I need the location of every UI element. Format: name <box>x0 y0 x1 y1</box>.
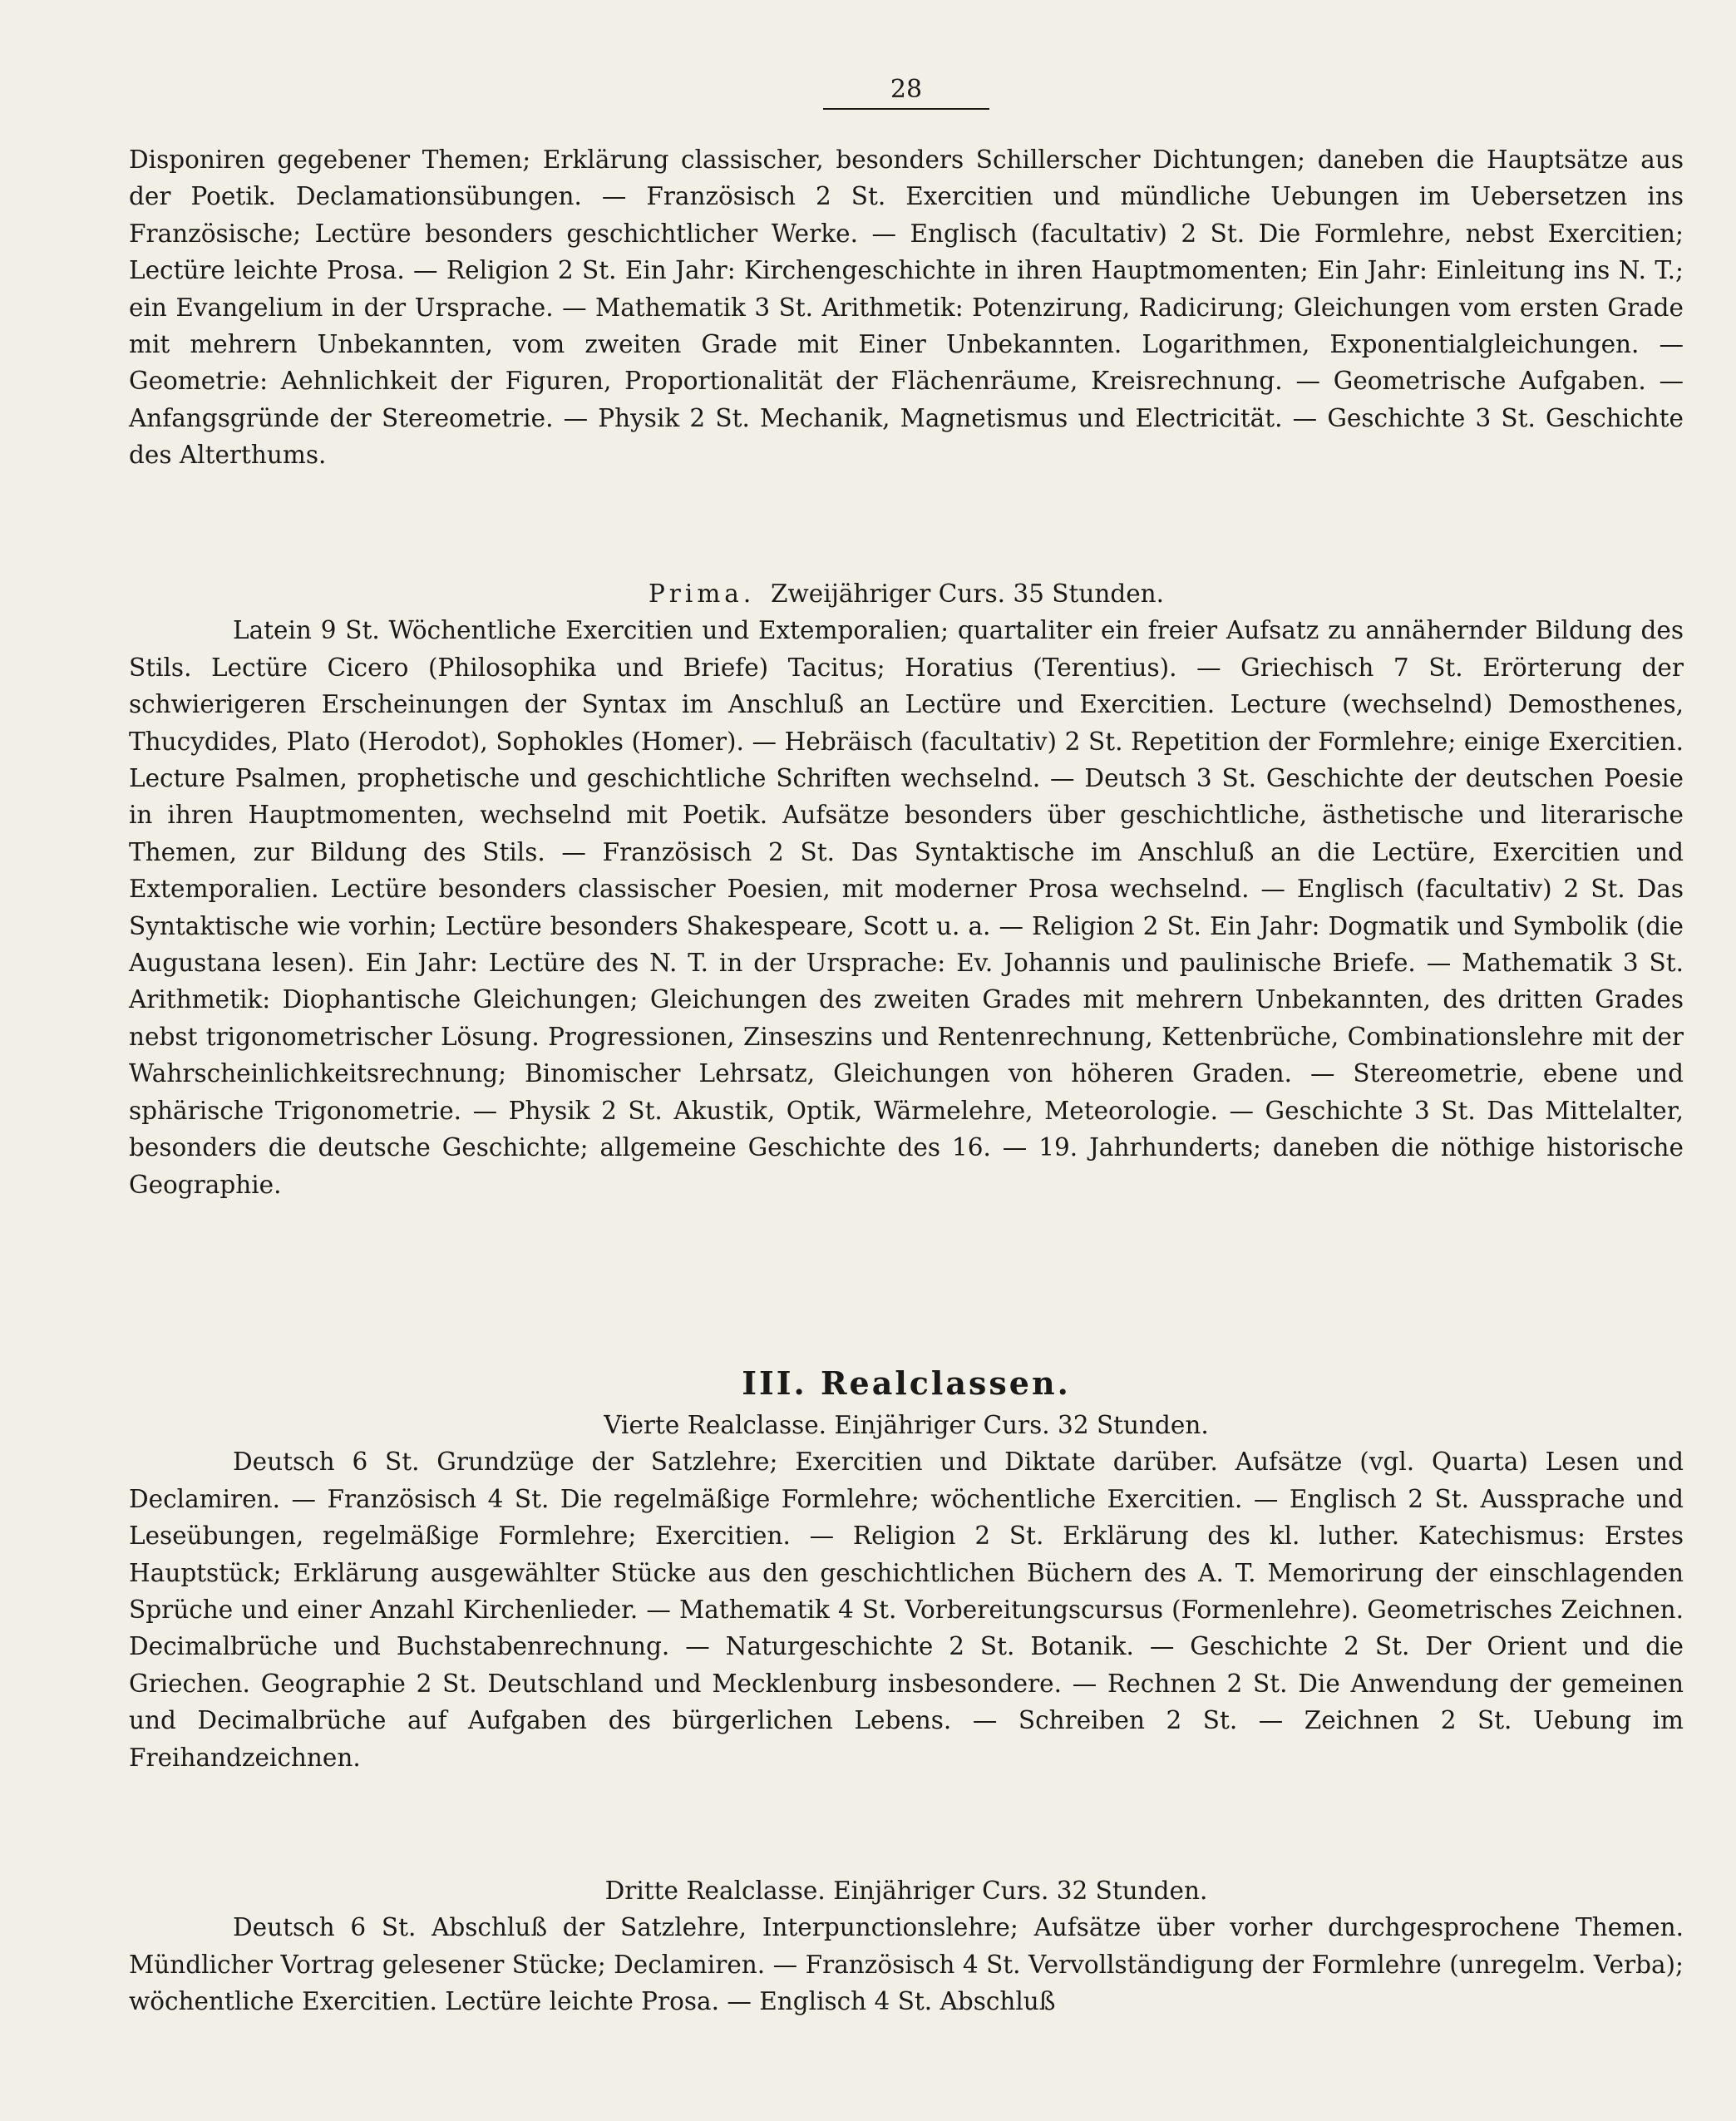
vierte-realclasse-heading: Vierte Realclasse. Einjähriger Curs. 32 Stunden. <box>604 1411 1209 1439</box>
prima-paragraph: Latein 9 St. Wöchentliche Exercitien und Extemporalien; quartaliter ein freier Aufsatz zu annähernder Bildung des Stils. Lectüre Cicero (Philosophika und Briefe) Tacitus; Horatius (Terentius). — Griechisch 7 St. Erörterung der schwierigeren Erscheinungen der Syntax im Anschluß an Lectüre und Exercitien. Lecture (wechselnd) Demosthenes, Thucydides, Plato (Herodot), Sophokles (Homer). — Hebräisch (facultativ) 2 St. Repetition der Formlehre; einige Exercitien. Lecture Psalmen, prophetische und geschichtliche Schriften wechselnd. — Deutsch 3 St. Geschichte der deutschen Poesie in ihren Hauptmomenten, wechselnd mit Poetik. Aufsätze besonders über geschichtliche, ästhetische und literarische Themen, zur Bildung des Stils. — Französisch 2 St. Das Syntaktische im Anschluß an die Lectüre, Exercitien und Extemporalien. Lectüre besonders classischer Poesien, mit moderner Prosa wechselnd. — Englisch (facultativ) 2 St. Das Syntaktische wie vorhin; Lectüre besonders Shakespeare, Scott u. a. — Religion 2 St. Ein Jahr: Dogmatik und Symbolik (die Augustana lesen). Ein Jahr: Lectüre des N. T. in der Ursprache: Ev. Johannis und paulinische Briefe. — Mathematik 3 St. Arithmetik: Diophantische Gleichungen; Gleichungen des zweiten Grades mit mehrern Unbekannten, des dritten Grades nebst trigonometrischer Lösung. Progressionen, Zinseszins und Rentenrechnung, Kettenbrüche, Combinationslehre mit der Wahrscheinlichkeitsrechnung; Binomischer Lehrsatz, Gleichungen von höheren Graden. — Stereometrie, ebene und sphärische Trigonometrie. — Physik 2 St. Akustik, Optik, Wärmelehre, Meteorologie. — Geschichte 3 St. Das Mittelalter, besonders die deutsche Geschichte; allgemeine Geschichte des 16. — 19. Jahrhunderts; daneben die nöthige historische Geographie. <box>129 616 1684 1199</box>
dritte-realclasse-block <box>129 1872 1684 2020</box>
vierte-realclasse-block <box>129 1407 1684 1776</box>
realclassen-section-heading: III. Realclassen. <box>742 1364 1071 1402</box>
prima-block <box>129 575 1684 1203</box>
prima-heading <box>129 575 1684 612</box>
prima-heading-name: Prima. <box>648 580 756 608</box>
prima-heading-rest: Zweijähriger Curs. 35 Stunden. <box>771 580 1165 608</box>
dritte-realclasse-paragraph: Deutsch 6 St. Abschluß der Satzlehre, Interpunctionslehre; Aufsätze über vorher durchgesprochene Themen. Mündlicher Vortrag gelesener Stücke; Declamiren. — Französisch 4 St. Vervollständigung der Formlehre (unregelm. Verba); wöchentliche Exercitien. Lectüre leichte Prosa. — Englisch 4 St. Abschluß <box>129 1913 1684 2016</box>
secunda-continued-block <box>129 141 1684 474</box>
realclassen-section-heading-block <box>129 1362 1684 1405</box>
secunda-continued-paragraph: Disponiren gegebener Themen; Erklärung classischer, besonders Schillerscher Dichtungen; daneben die Hauptsätze aus der Poetik. Declamationsübungen. — Französisch 2 St. Exercitien und mündliche Uebungen im Uebersetzen ins Französische; Lectüre besonders geschichtlicher Werke. — Englisch (facultativ) 2 St. Die Formlehre, nebst Exercitien; Lectüre leichte Prosa. — Religion 2 St. Ein Jahr: Kirchengeschichte in ihren Hauptmomenten; Ein Jahr: Einleitung ins N. T.; ein Evangelium in der Ursprache. — Mathematik 3 St. Arithmetik: Potenzirung, Radicirung; Gleichungen vom ersten Grade mit mehrern Unbekannten, vom zweiten Grade mit Einer Unbekannten. Logarithmen, Exponentialgleichungen. — Geometrie: Aehnlichkeit der Figuren, Proportionalität der Flächenräume, Kreisrechnung. — Geometrische Aufgaben. — Anfangsgründe der Stereometrie. — Physik 2 St. Mechanik, Magnetismus und Electricität. — Geschichte 3 St. Geschichte des Alterthums. <box>129 146 1684 470</box>
vierte-realclasse-paragraph: Deutsch 6 St. Grundzüge der Satzlehre; Exercitien und Diktate darüber. Aufsätze (vgl. Quarta) Lesen und Declamiren. — Französisch 4 St. Die regelmäßige Formlehre; wöchentliche Exercitien. — Englisch 2 St. Aussprache und Leseübungen, regelmäßige Formlehre; Exercitien. — Religion 2 St. Erklärung des kl. luther. Katechismus: Erstes Hauptstück; Erklärung ausgewählter Stücke aus den geschichtlichen Büchern des A. T. Memorirung der einschlagenden Sprüche und einer Anzahl Kirchenlieder. — Mathematik 4 St. Vorbereitungscursus (Formenlehre). Geometrisches Zeichnen. Decimalbrüche und Buchstabenrechnung. — Naturgeschichte 2 St. Botanik. — Geschichte 2 St. Der Orient und die Griechen. Geographie 2 St. Deutschland und Mecklenburg insbesondere. — Rechnen 2 St. Die Anwendung der gemeinen und Decimalbrüche auf Aufgaben des bürgerlichen Lebens. — Schreiben 2 St. — Zeichnen 2 St. Uebung im Freihandzeichnen. <box>129 1448 1684 1772</box>
dritte-realclasse-heading: Dritte Realclasse. Einjähriger Curs. 32 Stunden. <box>604 1877 1208 1905</box>
page-number: 28 <box>823 73 989 110</box>
